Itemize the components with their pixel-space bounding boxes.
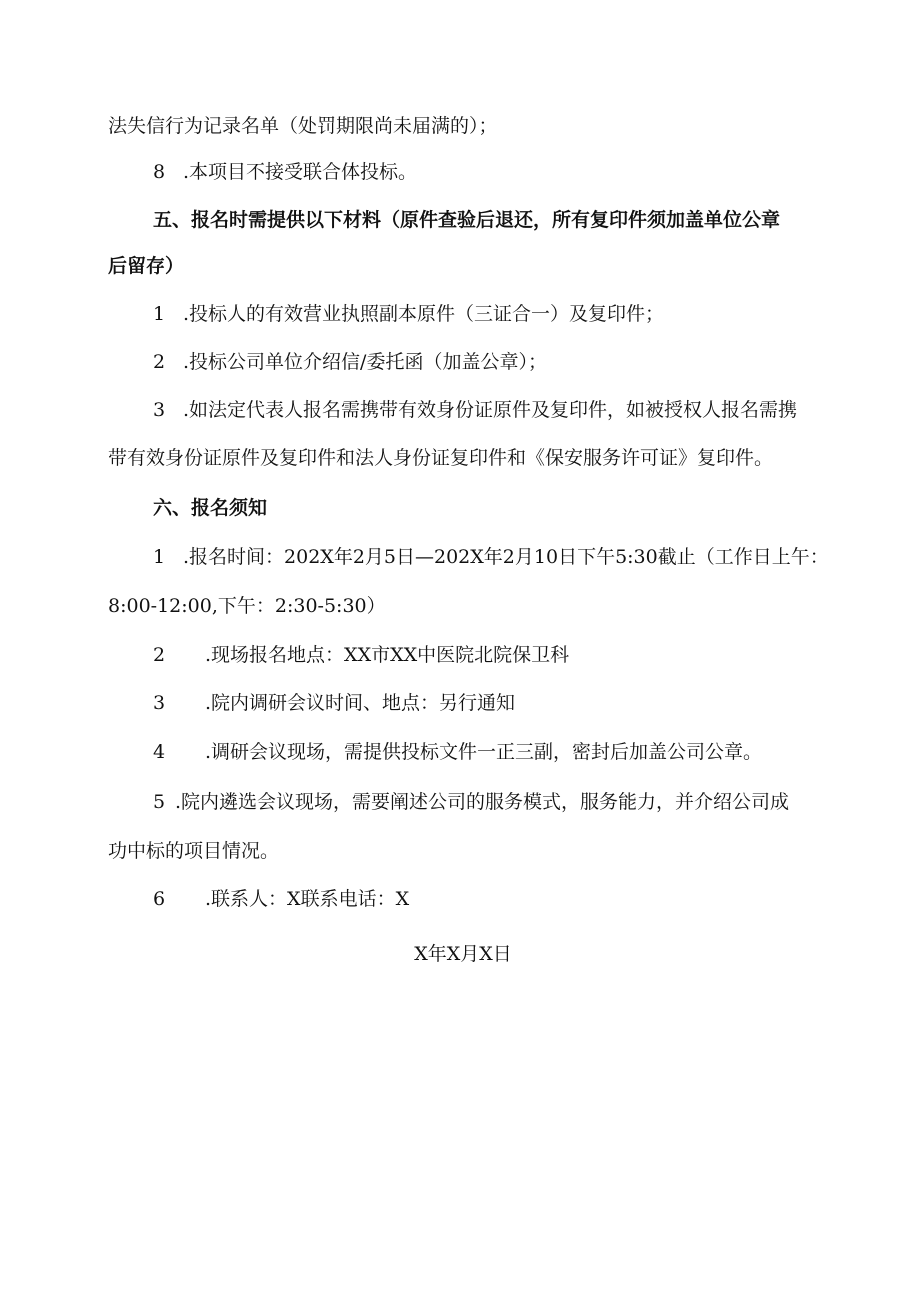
- item-text: .如法定代表人报名需携带有效身份证原件及复印件，如被授权人报名需携: [183, 399, 798, 421]
- section-5-heading-line-2: 后留存）: [108, 255, 185, 277]
- s5-list-item-3: [153, 398, 797, 422]
- item-text: .本项目不接受联合体投标。: [183, 161, 418, 183]
- s6-list-item-6: [153, 887, 409, 911]
- section-5-heading-line-1: 五、报名时需提供以下材料（原件查验后退还，所有复印件须加盖单位公章: [153, 209, 781, 231]
- section-6-heading: 六、报名须知: [153, 497, 268, 519]
- item-number: 3: [153, 692, 166, 714]
- s5-list-item-3-continuation: 带有效身份证原件及复印件和法人身份证复印件和《保安服务许可证》复印件。: [108, 447, 774, 469]
- s6-list-item-3: [153, 691, 515, 715]
- document-date: X年X月X日: [414, 943, 512, 965]
- item-number: 8: [153, 161, 166, 183]
- item-number: 1: [153, 303, 166, 325]
- item-text: .报名时间：202X年2月5日—202X年2月10日下午5:30截止（工作日上午：: [183, 546, 829, 568]
- item-number: 3: [153, 399, 166, 421]
- item-text: .投标人的有效营业执照副本原件（三证合一）及复印件；: [183, 303, 665, 325]
- item-number: 2: [153, 351, 166, 373]
- item-text: .院内遴选会议现场，需要阐述公司的服务模式，服务能力，并介绍公司成: [175, 791, 790, 813]
- s6-list-item-1: [153, 545, 829, 569]
- s6-list-item-4: [153, 740, 762, 764]
- s5-list-item-2: [153, 350, 547, 374]
- s6-list-item-5: [153, 790, 789, 814]
- s6-list-item-1-continuation: 8:00-12:00,下午：2:30-5:30）: [108, 595, 386, 617]
- s6-list-item-2: [153, 643, 569, 667]
- item-text: .调研会议现场，需提供投标文件一正三副，密封后加盖公司公章。: [205, 741, 763, 763]
- item-number: 1: [153, 546, 166, 568]
- item-number: 5: [153, 791, 166, 813]
- item-text: .现场报名地点：XX市XX中医院北院保卫科: [205, 644, 570, 666]
- item-text: .联系人：X联系电话：X: [205, 888, 410, 910]
- s6-list-item-5-continuation: 功中标的项目情况。: [108, 840, 280, 862]
- list-item-8: [153, 160, 417, 184]
- item-number: 6: [153, 888, 166, 910]
- item-text: .投标公司单位介绍信/委托函（加盖公章）；: [183, 351, 547, 373]
- continuation-line: 法失信行为记录名单（处罚期限尚未届满的）；: [108, 115, 498, 137]
- s5-list-item-1: [153, 302, 664, 326]
- item-number: 4: [153, 741, 166, 763]
- item-text: .院内调研会议时间、地点：另行通知: [205, 692, 516, 714]
- item-number: 2: [153, 644, 166, 666]
